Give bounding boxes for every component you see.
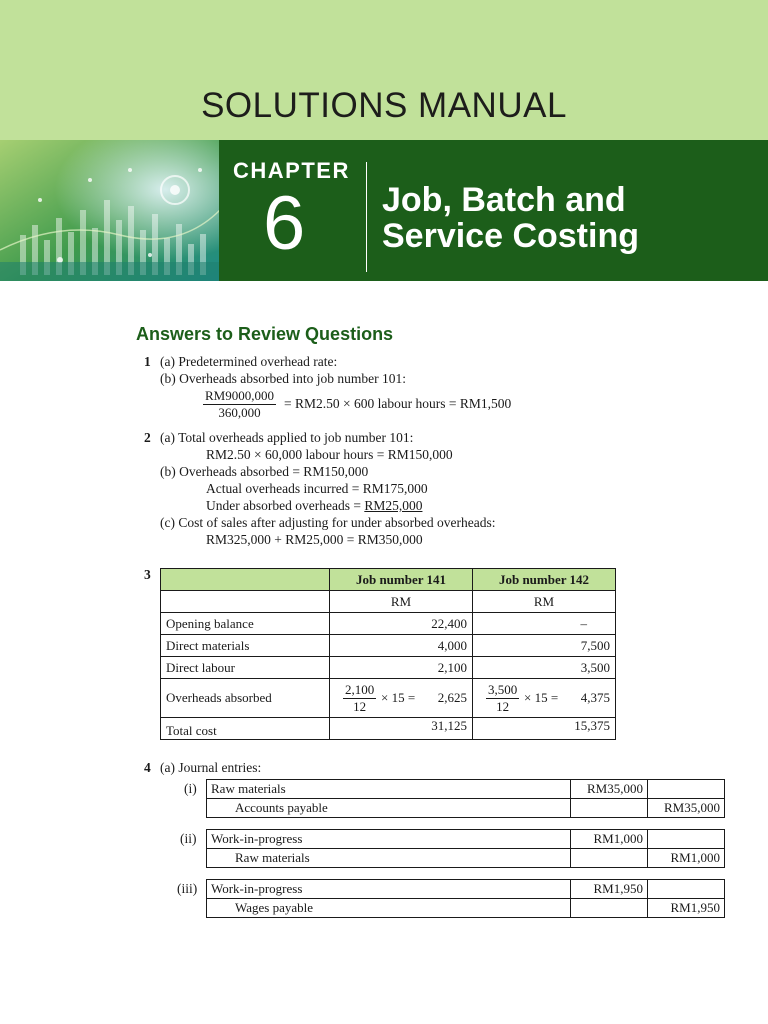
q1-fraction [203, 388, 276, 421]
row-label: Total cost [161, 718, 330, 740]
q4-part-a: (a) Journal entries: [160, 760, 262, 775]
q1-part-a: (a) Predetermined overhead rate: [160, 354, 338, 369]
job-142-value: – [473, 613, 616, 635]
job-141-multiplier: × 15 = [381, 690, 416, 705]
q1-fraction-numerator: RM9000,000 [205, 388, 274, 403]
credit-amount-blank [648, 880, 725, 899]
journal-entry [206, 879, 725, 918]
unit-job-141: RM [330, 591, 473, 613]
job-141-fraction-numerator: 2,100 [345, 682, 375, 697]
credit-amount: RM35,000 [648, 799, 725, 818]
journal-entry [206, 829, 725, 868]
job-142-overheads-value: 4,375 [580, 690, 610, 705]
debit-amount-blank [571, 849, 648, 868]
column-header-job-142: Job number 142 [473, 569, 616, 591]
credit-amount: RM1,950 [648, 899, 725, 918]
q1-calculation: = RM2.50 × 600 labour hours = RM1,500 [284, 396, 512, 411]
q3-number: 3 [144, 567, 151, 582]
manual-title: SOLUTIONS MANUAL [201, 86, 567, 125]
total-row [161, 718, 616, 740]
job-142-fraction-denominator: 12 [496, 699, 510, 714]
job-142-value: 3,500 [473, 657, 616, 679]
table-unit-row [161, 591, 616, 613]
header-band [0, 0, 768, 140]
entry-index: (i) [184, 781, 197, 796]
table-header-row [161, 569, 616, 591]
q2-part-a-calc: RM2.50 × 60,000 labour hours = RM150,000 [206, 447, 453, 462]
entry-index: (ii) [180, 831, 197, 846]
credit-amount: RM1,000 [648, 849, 725, 868]
q2-under-absorbed-value: RM25,000 [364, 498, 423, 513]
q2-actual-overheads: Actual overheads incurred = RM175,000 [206, 481, 428, 496]
credit-amount-blank [648, 830, 725, 849]
debit-amount: RM1,000 [571, 830, 648, 849]
entry-index: (iii) [177, 881, 198, 896]
credit-row [207, 799, 725, 818]
job-141-value: 22,400 [330, 613, 473, 635]
q2-part-c-calc: RM325,000 + RM25,000 = RM350,000 [206, 532, 423, 547]
banner-image [0, 140, 220, 281]
job-142-fraction-numerator: 3,500 [488, 682, 518, 697]
job-141-value: 4,000 [330, 635, 473, 657]
job-142-value: 7,500 [473, 635, 616, 657]
chapter-number: 6 [263, 181, 306, 266]
q1-number: 1 [144, 354, 151, 369]
credit-account: Raw materials [207, 849, 571, 868]
q2-number: 2 [144, 430, 151, 445]
q1-part-b: (b) Overheads absorbed into job number 101: [160, 371, 406, 386]
q1-fraction-denominator: 360,000 [218, 405, 261, 420]
credit-row [207, 899, 725, 918]
chapter-box [219, 140, 768, 281]
job-141-value: 2,100 [330, 657, 473, 679]
table-header-blank [161, 569, 330, 591]
job-141-fraction-denominator: 12 [353, 699, 367, 714]
credit-amount-blank [648, 780, 725, 799]
table-row [161, 613, 616, 635]
row-label: Direct materials [161, 635, 330, 657]
table-row [161, 635, 616, 657]
section-heading: Answers to Review Questions [136, 324, 394, 344]
job-141-fraction [343, 682, 376, 715]
column-header-job-141: Job number 141 [330, 569, 473, 591]
row-label: Opening balance [161, 613, 330, 635]
debit-row [207, 880, 725, 899]
table-row [161, 657, 616, 679]
debit-amount: RM1,950 [571, 880, 648, 899]
job-142-multiplier: × 15 = [524, 690, 559, 705]
job-141-overheads-value: 2,625 [437, 690, 467, 705]
job-142-fraction [486, 682, 519, 715]
credit-account: Accounts payable [207, 799, 571, 818]
debit-account: Work-in-progress [207, 830, 571, 849]
chapter-title [382, 182, 762, 254]
debit-amount-blank [571, 799, 648, 818]
debit-account: Raw materials [207, 780, 571, 799]
credit-row [207, 849, 725, 868]
debit-row [207, 780, 725, 799]
overheads-row [161, 679, 616, 718]
debit-amount: RM35,000 [571, 780, 648, 799]
q2-under-absorbed [206, 498, 422, 514]
journal-entry [206, 779, 725, 818]
q4-number: 4 [144, 760, 151, 775]
q2-part-c: (c) Cost of sales after adjusting for under absorbed overheads: [160, 515, 496, 530]
chapter-title-line-2: Service Costing [382, 217, 639, 255]
job-142-total: 15,375 [473, 718, 616, 740]
job-142-overheads-cell [473, 679, 616, 718]
unit-blank [161, 591, 330, 613]
unit-job-142: RM [473, 591, 616, 613]
debit-amount-blank [571, 899, 648, 918]
job-141-overheads-cell [330, 679, 473, 718]
q2-part-b: (b) Overheads absorbed = RM150,000 [160, 464, 369, 479]
chapter-label: CHAPTER [233, 158, 350, 183]
debit-row [207, 830, 725, 849]
job-141-total: 31,125 [330, 718, 473, 740]
credit-account: Wages payable [207, 899, 571, 918]
row-label: Overheads absorbed [161, 679, 330, 718]
job-cost-table [160, 568, 616, 740]
chapter-title-line-1: Job, Batch and [382, 181, 626, 219]
chapter-banner [0, 140, 768, 281]
q2-part-a: (a) Total overheads applied to job number 101: [160, 430, 414, 445]
row-label: Direct labour [161, 657, 330, 679]
debit-account: Work-in-progress [207, 880, 571, 899]
q2-under-absorbed-label: Under absorbed overheads = [206, 498, 365, 513]
chapter-divider [366, 162, 367, 272]
